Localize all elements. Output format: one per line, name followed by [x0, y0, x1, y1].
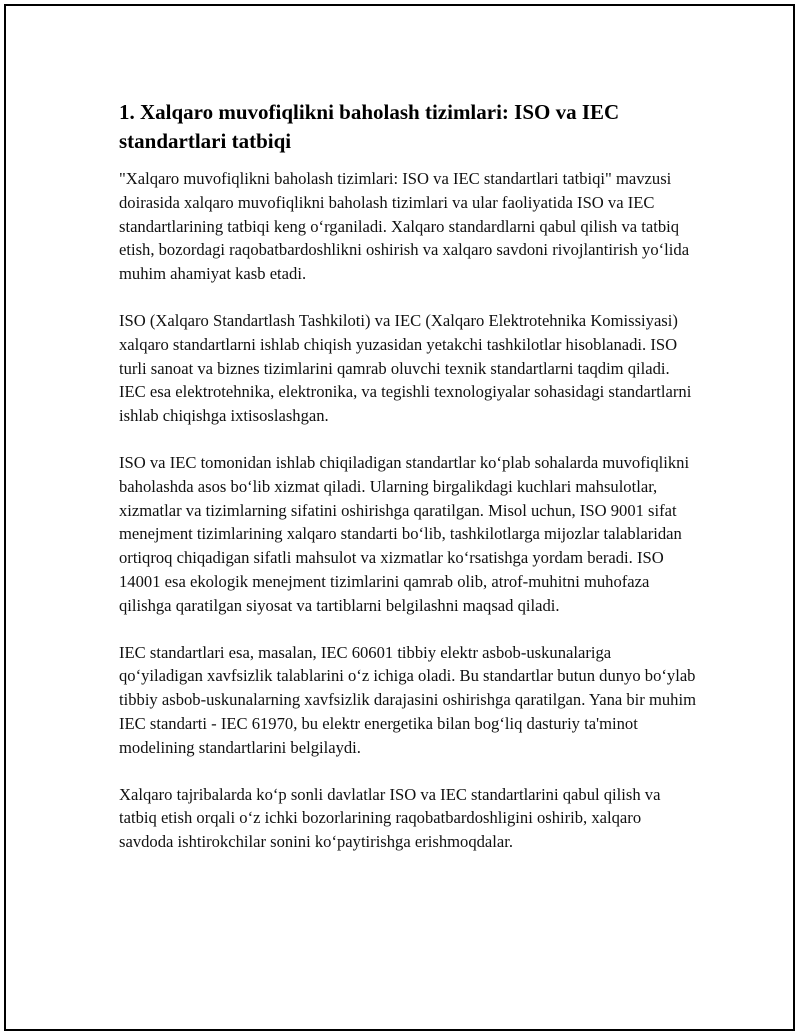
paragraph-international-practice: Xalqaro tajribalarda ko‘p sonli davlatlar ISO va IEC standartlarini qabul qilish va tatbiq etish orqali o‘z ichki bozorlarining raqobatbardoshligini oshirib, xalqaro savdoda ishtirokchilar sonini ko‘paytirishga erishmoqdalar. — [119, 784, 661, 852]
page-frame — [4, 4, 795, 1031]
section-heading: 1. Xalqaro muvofiqlikni baholash tizimlari: ISO va IEC standartlari tatbiqi — [119, 100, 620, 153]
paragraph-intro: "Xalqaro muvofiqlikni baholash tizimlari: ISO va IEC standartlari tatbiqi" mavzusi doirasida xalqaro muvofiqlikni baholash tizimlari va ular faoliyatida ISO va IEC standartlarining tatbiqi keng o‘rganiladi. Xalqaro standardlarni qabul qilish va tatbiq etish, bozordagi raqobatbardoshlikni oshirish va xalqaro savdoni rivojlantirish yo‘lida muhim ahamiyat kasb etadi. — [119, 169, 690, 284]
paragraph-iso-standards: ISO va IEC tomonidan ishlab chiqiladigan standartlar ko‘plab sohalarda muvofiqlikni baholashda asos bo‘lib xizmat qiladi. Ularning birgalikdagi kuchlari mahsulotlar, xizmatlar va tizimlarning sifatini oshirishga qaratilgan. Misol uchun, ISO 9001 sifat menejment tizimlarining xalqaro standarti bo‘lib, tashkilotlarga mijozlar talablaridan ortiqroq chiqadigan sifatli mahsulot va xizmatlar ko‘rsatishga yordam beradi. ISO 14001 esa ekologik menejment tizimlarini qamrab olib, atrof-muhitni muhofaza qilishga qaratilgan siyosat va tartiblarni belgilashni maqsad qiladi. — [119, 452, 690, 615]
paragraph-iec-standards: IEC standartlari esa, masalan, IEC 60601 tibbiy elektr asbob-uskunalariga qo‘yiladigan xavfsizlik talablarini o‘z ichiga oladi. Bu standartlar butun dunyo bo‘ylab tibbiy asbob-uskunalarning xavfsizlik darajasini oshirishga qaratilgan. Yana bir muhim IEC standarti - IEC 61970, bu elektr energetika bilan bog‘liq dasturiy ta'minot modelining standartlarini belgilaydi. — [119, 642, 696, 757]
paragraph-iso-iec: ISO (Xalqaro Standartlash Tashkiloti) va IEC (Xalqaro Elektrotehnika Komissiyasi) xalqaro standartlarni ishlab chiqish yuzasidan yetakchi tashkilotlar hisoblanadi. ISO turli sanoat va biznes tizimlarini qamrab oluvchi texnik standartlarni taqdim qiladi. IEC esa elektrotehnika, elektronika, va tegishli texnologiyalar sohasidagi standartlarni ishlab chiqishga ixtisoslashgan. — [119, 310, 692, 426]
document-body — [119, 98, 699, 854]
